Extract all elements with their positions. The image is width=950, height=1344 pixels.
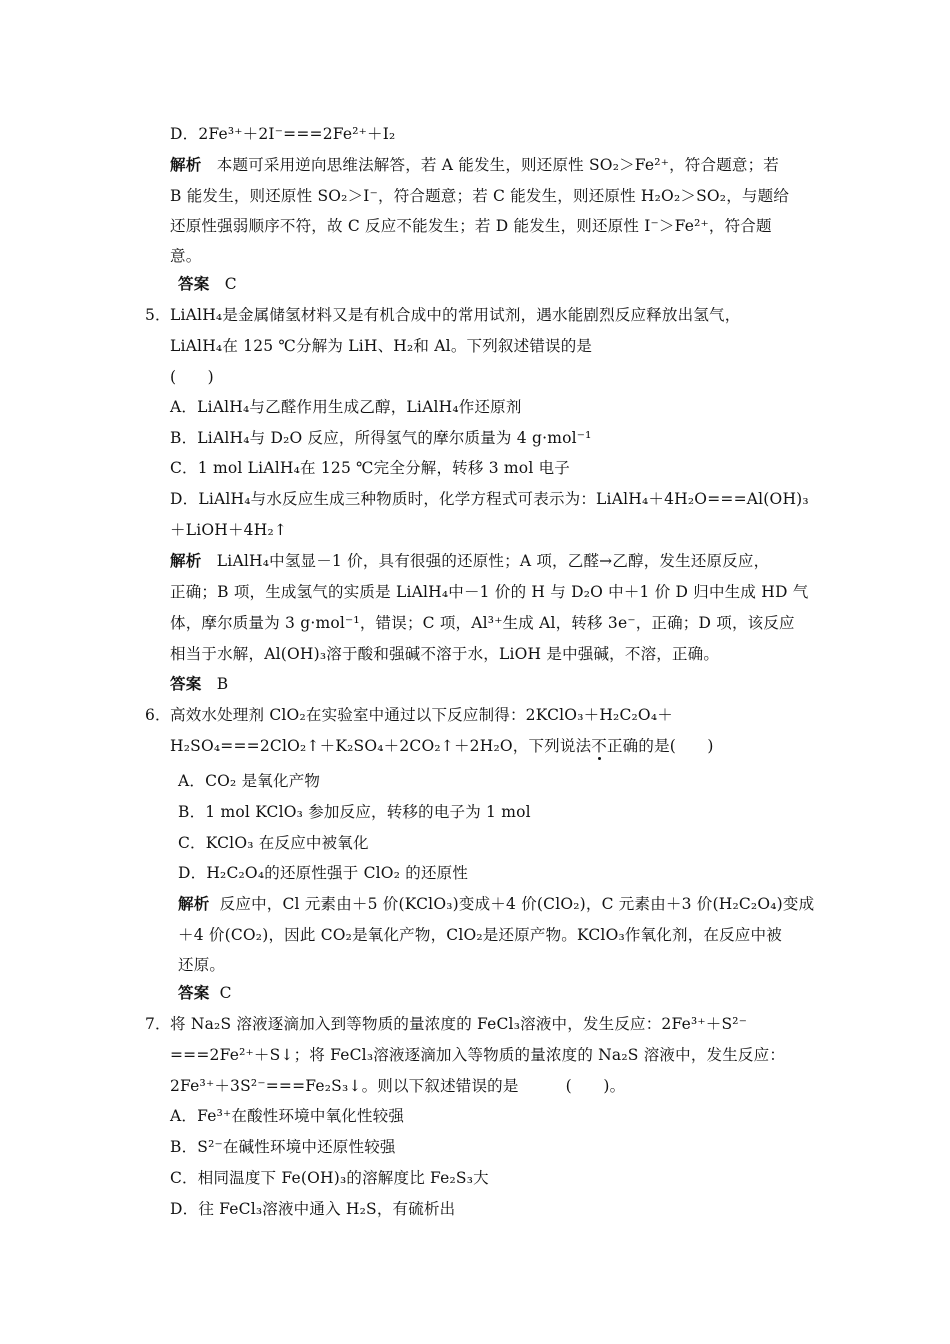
q6-option-c: C．KClO₃ 在反应中被氧化 [178, 834, 369, 852]
q4-analysis-label: 解析 [170, 155, 202, 174]
q5-analysis-text-1: LiAlH₄中氢显－1 价，具有很强的还原性；A 项，乙醛→乙醇，发生还原反应， [216, 552, 770, 570]
q6-answer-label: 答案 [178, 983, 210, 1002]
q6-stem-line-2b: 正确的是( ) [606, 737, 714, 755]
q5-answer-value: B [216, 675, 229, 693]
q5-stem-blank: ( ) [170, 368, 214, 386]
q5-analysis-line-3: 体，摩尔质量为 3 g·mol⁻¹，错误；C 项，Al³⁺生成 Al，转移 3e⁻，正确；D 项，该反应 [170, 614, 795, 632]
q5-stem-line-2: LiAlH₄在 125 ℃分解为 LiH、H₂和 Al。下列叙述错误的是 [170, 337, 593, 355]
q7-stem-line-2: ===2Fe²⁺＋S↓；将 FeCl₃溶液逐滴加入等物质的量浓度的 Na₂S 溶液中，发生反应： [170, 1046, 786, 1064]
q7-number: 7． [145, 1015, 171, 1033]
q7-option-b: B．S²⁻在碱性环境中还原性较强 [170, 1138, 396, 1156]
q4-analysis-line-4: 意。 [170, 247, 202, 265]
q6-stem-line-2 [170, 736, 714, 756]
q5-option-a: A．LiAlH₄与乙醛作用生成乙醇，LiAlH₄作还原剂 [170, 398, 522, 416]
q4-answer-label: 答案 [178, 274, 210, 293]
q6-analysis-line-2: ＋4 价(CO₂)，因此 CO₂是氧化产物，ClO₂是还原产物。KClO₃作氧化剂，在反应中被 [178, 926, 782, 944]
q5-option-d-cont: ＋LiOH＋4H₂↑ [170, 521, 288, 539]
q5-analysis-line-2: 正确；B 项，生成氢气的实质是 LiAlH₄中－1 价的 H 与 D₂O 中＋1 价 D 归中生成 HD 气 [170, 583, 809, 601]
q5-answer [170, 674, 228, 694]
q5-option-b: B．LiAlH₄与 D₂O 反应，所得氢气的摩尔质量为 4 g·mol⁻¹ [170, 429, 592, 447]
q4-answer-value: C [224, 275, 237, 293]
q6-stem-line-1: 高效水处理剂 ClO₂在实验室中通过以下反应制得：2KClO₃＋H₂C₂O₄＋ [170, 706, 673, 724]
q4-analysis-line-2: B 能发生，则还原性 SO₂＞I⁻，符合题意；若 C 能发生，则还原性 H₂O₂＞SO₂，与题给 [170, 187, 790, 205]
q6-answer-value: C [219, 984, 232, 1002]
q6-analysis-label: 解析 [178, 894, 210, 913]
q4-option-d: D．2Fe³⁺＋2I⁻===2Fe²⁺＋I₂ [170, 125, 396, 143]
q4-analysis-line-1 [170, 155, 779, 175]
q6-number: 6． [145, 706, 171, 724]
q7-option-a: A．Fe³⁺在酸性环境中氧化性较强 [170, 1107, 405, 1125]
q6-stem-line-2a: H₂SO₄===2ClO₂↑＋K₂SO₄＋2CO₂↑＋2H₂O，下列说法 [170, 737, 592, 755]
q4-analysis-text-1: 本题可采用逆向思维法解答，若 A 能发生，则还原性 SO₂＞Fe²⁺，符合题意；若 [216, 156, 779, 174]
q4-answer [178, 274, 237, 294]
q7-stem-line-3: 2Fe³⁺＋3S²⁻===Fe₂S₃↓。则以下叙述错误的是 ( )。 [170, 1077, 626, 1095]
q4-analysis-line-3: 还原性强弱顺序不符，故 C 反应不能发生；若 D 能发生，则还原性 I⁻＞Fe²⁺，符合题 [170, 217, 772, 235]
q5-option-d: D．LiAlH₄与水反应生成三种物质时，化学方程式可表示为：LiAlH₄＋4H₂O===Al(OH)₃ [170, 490, 809, 508]
q7-stem-line-1: 将 Na₂S 溶液逐滴加入到等物质的量浓度的 FeCl₃溶液中，发生反应：2Fe³⁺＋S²⁻ [170, 1015, 748, 1033]
q6-option-b: B．1 mol KClO₃ 参加反应，转移的电子为 1 mol [178, 803, 531, 821]
q6-analysis-text-1: 反应中，Cl 元素由＋5 价(KClO₃)变成＋4 价(ClO₂)，C 元素由＋3 价(H₂C₂O₄)变成 [219, 895, 815, 913]
q7-option-c: C．相同温度下 Fe(OH)₃的溶解度比 Fe₂S₃大 [170, 1169, 489, 1187]
q6-analysis-line-1 [178, 894, 814, 914]
q5-stem-line-1: LiAlH₄是金属储氢材料又是有机合成中的常用试剂，遇水能剧烈反应释放出氢气， [170, 306, 741, 324]
q5-number: 5． [145, 306, 171, 324]
q6-option-a: A．CO₂ 是氧化产物 [178, 772, 321, 790]
q5-analysis-label: 解析 [170, 551, 202, 570]
q7-option-d: D．往 FeCl₃溶液中通入 H₂S，有硫析出 [170, 1200, 456, 1218]
q5-analysis-line-4: 相当于水解，Al(OH)₃溶于酸和强碱不溶于水，LiOH 是中强碱，不溶，正确。 [170, 645, 720, 663]
q5-answer-label: 答案 [170, 674, 202, 693]
q5-option-c: C．1 mol LiAlH₄在 125 ℃完全分解，转移 3 mol 电子 [170, 459, 571, 477]
q6-emphasis-not: 不 [591, 737, 607, 755]
q6-analysis-line-3: 还原。 [178, 956, 226, 974]
q6-option-d: D．H₂C₂O₄的还原性强于 ClO₂ 的还原性 [178, 864, 469, 882]
q6-answer [178, 983, 232, 1003]
q5-analysis-line-1 [170, 551, 769, 571]
